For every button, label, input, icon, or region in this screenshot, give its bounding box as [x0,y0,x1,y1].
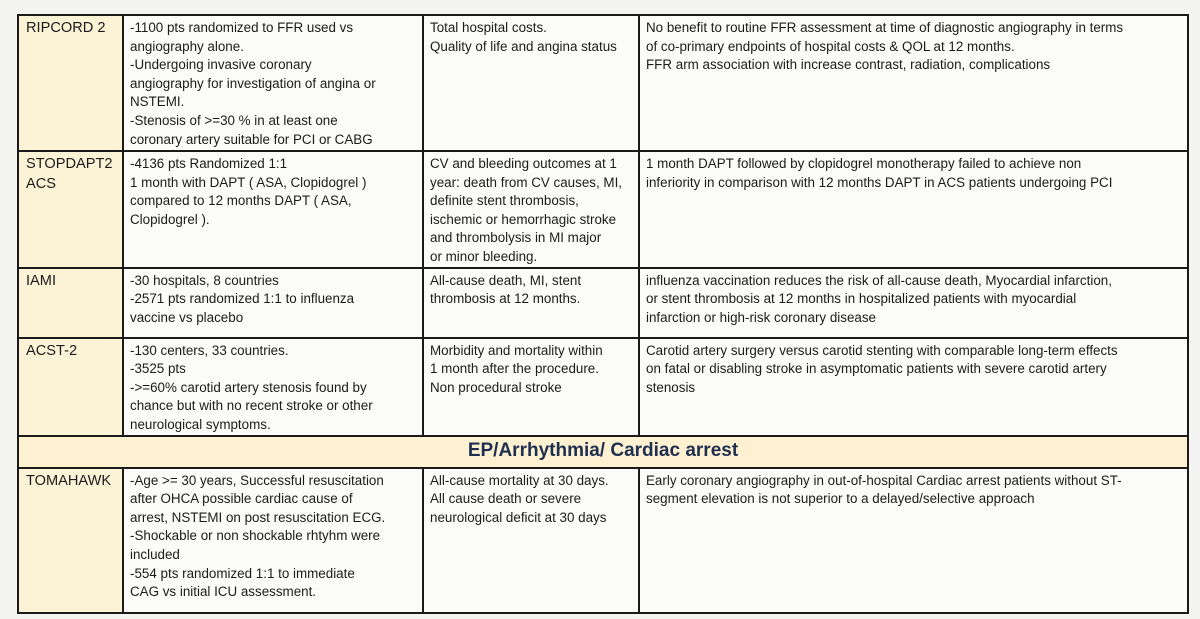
trial-row [18,15,1188,151]
text-line: coronary artery suitable for PCI or CABG [130,131,373,147]
trial-endpoint-cell [423,268,639,338]
trial-population-cell [123,15,423,151]
text-line: Non procedural stroke [430,379,562,395]
trial-result-cell [639,338,1188,436]
text-line: after OHCA possible cardiac cause of [130,491,353,507]
text-line: ->=60% carotid artery stenosis found by [130,379,367,395]
text-line: influenza vaccination reduces the risk of all-cause death, Myocardial infarction, [646,272,1112,288]
text-line: Quality of life and angina status [430,38,617,54]
text-line: NSTEMI. [130,94,185,110]
text-line: arrest, NSTEMI on post resuscitation ECG. [130,509,386,525]
trial-result-cell [639,268,1188,338]
text-line: Total hospital costs. [430,20,547,35]
text-line: 1 month with DAPT ( ASA, Clopidogrel ) [130,174,367,190]
text-line: 1 month after the procedure. [430,361,599,377]
trial-name-cell [18,338,123,436]
text-line: -1100 pts randomized to FFR used vs [130,20,354,35]
text-line: compared to 12 months DAPT ( ASA, [130,193,352,209]
trial-endpoint-cell [423,15,639,151]
text-line: definite stent thrombosis, [430,193,579,209]
trials-table-body [18,15,1188,613]
text-line: -Shockable or non shockable rhtyhm were [130,528,381,544]
text-line: inferiority in comparison with 12 months DAPT in ACS patients undergoing PCI [646,174,1113,190]
text-line: on fatal or disabling stroke in asymptomatic patients with severe carotid artery [646,361,1107,377]
text-line: ACST-2 [26,342,78,359]
trial-row [18,151,1188,268]
text-line: No benefit to routine FFR assessment at time of diagnostic angiography in terms [646,20,1124,35]
text-line: neurological symptoms. [130,416,271,432]
text-line: -130 centers, 33 countries. [130,342,289,358]
text-line: CV and bleeding outcomes at 1 [430,156,617,171]
text-line: -3525 pts [130,361,186,377]
text-line: ACS [26,176,57,192]
trial-name-cell [18,268,123,338]
text-line: angiography alone. [130,38,244,54]
text-line: -Undergoing invasive coronary [130,57,312,73]
text-line: Morbidity and mortality within [430,342,603,358]
trial-result-cell [639,15,1188,151]
text-line: All-cause mortality at 30 days. [430,472,609,488]
trial-endpoint-cell [423,338,639,436]
text-line: year: death from CV causes, MI, [430,174,623,190]
text-line: -30 hospitals, 8 countries [130,272,279,288]
text-line: -554 pts randomized 1:1 to immediate [130,565,355,581]
trial-row [18,268,1188,338]
text-line: TOMAHAWK [26,472,112,489]
text-line: included [130,546,180,562]
text-line: -Age >= 30 years, Successful resuscitation [130,472,384,488]
trial-population-cell [123,338,423,436]
trials-table [17,14,1189,614]
text-line: 1 month DAPT followed by clopidogrel monotherapy failed to achieve non [646,156,1082,171]
text-line: All-cause death, MI, stent [430,272,582,288]
trial-row [18,338,1188,436]
trial-result-cell [639,151,1188,268]
text-line: or minor bleeding. [430,248,538,264]
text-line: Carotid artery surgery versus carotid stenting with comparable long-term effects [646,342,1118,358]
text-line: vaccine vs placebo [130,309,244,325]
trial-endpoint-cell [423,468,639,613]
text-line: -Stenosis of >=30 % in at least one [130,112,338,128]
trial-endpoint-cell [423,151,639,268]
text-line: or stent thrombosis at 12 months in hospitalized patients with myocardial [646,291,1077,307]
text-line: Early coronary angiography in out-of-hospital Cardiac arrest patients without ST- [646,472,1122,488]
text-line: segment elevation is not superior to a delayed/selective approach [646,491,1035,507]
text-line: ischemic or hemorrhagic stroke [430,211,617,227]
trial-result-cell [639,468,1188,613]
trial-name-cell [18,151,123,268]
trial-population-cell [123,268,423,338]
text-line: of co-primary endpoints of hospital costs & QOL at 12 months. [646,38,1015,54]
text-line: -4136 pts Randomized 1:1 [130,156,288,171]
text-line: stenosis [646,379,696,395]
trial-population-cell [123,151,423,268]
text-line: IAMI [26,272,56,289]
text-line: angiography for investigation of angina or [130,75,376,91]
text-line: FFR arm association with increase contrast, radiation, complications [646,57,1051,73]
text-line: Clopidogrel ). [130,211,210,227]
text-line: thrombosis at 12 months. [430,291,581,307]
trial-name-cell [18,468,123,613]
trial-row [18,468,1188,613]
text-line: STOPDAPT2 [26,156,113,172]
text-line: -2571 pts randomized 1:1 to influenza [130,291,355,307]
trial-population-cell [123,468,423,613]
text-line: All cause death or severe [430,491,582,507]
section-title: EP/Arrhythmia/ Cardiac arrest [18,436,1188,468]
text-line: chance but with no recent stroke or other [130,398,373,414]
text-line: and thrombolysis in MI major [430,230,602,246]
text-line: infarction or high-risk coronary disease [646,309,876,325]
text-line: CAG vs initial ICU assessment. [130,584,317,600]
text-line: neurological deficit at 30 days [430,509,607,525]
section-header-row [18,436,1188,468]
trial-name-cell [18,15,123,151]
text-line: RIPCORD 2 [26,20,106,36]
